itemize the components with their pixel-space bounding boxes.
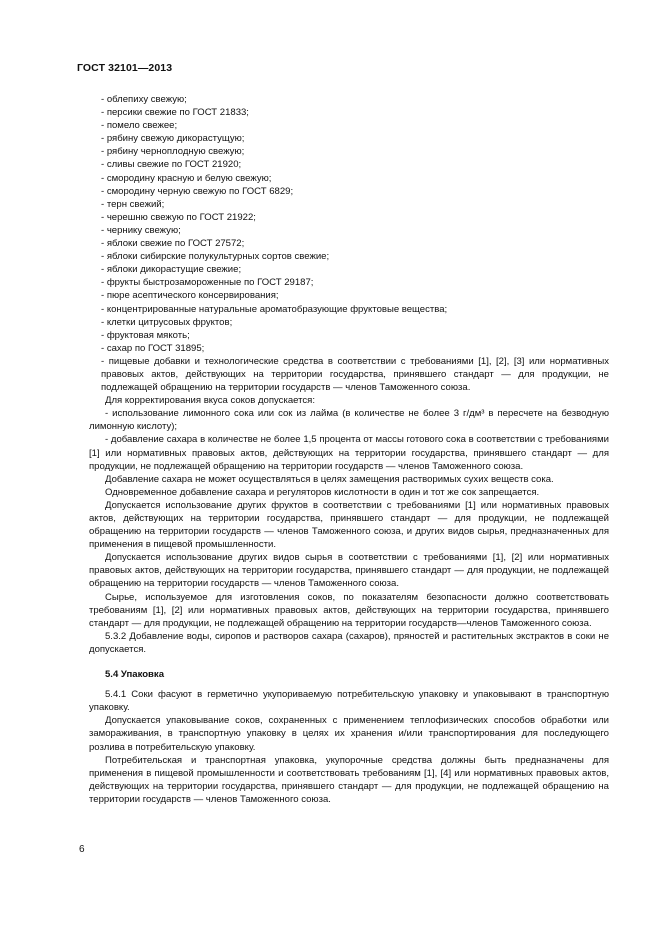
list-item: - помело свежее;	[101, 120, 178, 132]
list-item: - концентрированные натуральные ароматобразующие фруктовые вещества;	[101, 303, 448, 315]
paragraph: Добавление сахара не может осуществляться в целях замещения растворимых сухих веществ сока.	[105, 473, 554, 485]
list-item: - смородину красную и белую свежую;	[101, 172, 272, 184]
paragraph: Одновременное добавление сахара и регуляторов кислотности в один и тот же сок запрещается.	[105, 486, 540, 498]
list-item: - смородину черную свежую по ГОСТ 6829;	[101, 185, 294, 197]
paragraph: Потребительская и транспортная упаковка, укупорочные средства должны быть предназначены для применения в пищевой промышленности и соответствовать требованиям [1], [4] или нормативных правовых актов, действующих на территории государства, принявшего стандарт — для продукции, не подлежащей обращению на территории государств — членов Таможенного союза.	[89, 754, 609, 805]
raw-materials-list	[101, 93, 609, 355]
list-item: - черешню свежую по ГОСТ 21922;	[101, 211, 256, 223]
list-item: - сахар по ГОСТ 31895;	[101, 342, 205, 354]
list-item: - чернику свежую;	[101, 224, 181, 236]
list-item: - фрукты быстрозамороженные по ГОСТ 29187;	[101, 277, 314, 289]
page-number: 6	[79, 844, 85, 855]
list-item: - персики свежие по ГОСТ 21833;	[101, 107, 249, 119]
list-item: - клетки цитрусовых фруктов;	[101, 316, 233, 328]
list-item: - пюре асептического консервирования;	[101, 290, 279, 302]
list-item: - яблоки свежие по ГОСТ 27572;	[101, 238, 245, 250]
paragraph: 5.4.1 Соки фасуют в герметично укупориваемую потребительскую упаковку и упаковывают в транспортную упаковку.	[89, 689, 609, 714]
paragraph: Допускается упаковывание соков, сохраненных с применением теплофизических способов обработки или замораживания, в транспортную упаковку в целях их хранения и/или транспортирования для последующего розлива в потребительскую упаковку.	[89, 715, 609, 753]
paragraph: - использование лимонного сока или сок из лайма (в количестве не более 3 г/дм³ в пересчете на безводную лимонную кислоту);	[89, 408, 609, 433]
paragraph: 5.3.2 Добавление воды, сиропов и растворов сахара (сахаров), пряностей и растительных экстрактов в соки не допускается.	[89, 630, 609, 655]
list-item: - яблоки сибирские полукультурных сортов свежие;	[101, 251, 330, 263]
list-item: - рябину черноплодную свежую;	[101, 146, 245, 158]
paragraph: Сырье, используемое для изготовления соков, по показателям безопасности должно соответствовать требованиям [1], [2] или нормативных правовых актов, действующих на территории государства, принявшего стандарт — для продукции, не подлежащей обращению на территории государств—членов Таможенного союза.	[89, 591, 609, 629]
list-item: - терн свежий;	[101, 198, 165, 210]
paragraph-additives: - пищевые добавки и технологические средства в соответствии с требованиями [1], [2], [3] или нормативных правовых актов, действующих на территории государства, принявшего стандарт — для продукции, не подлежащей обращению на территории государств — членов Таможенного союза.	[101, 355, 609, 394]
list-item: - облепиху свежую;	[101, 94, 187, 105]
paragraph: Для корректирования вкуса соков допускается:	[105, 395, 315, 407]
paragraph: - добавление сахара в количестве не более 1,5 процента от массы готового сока в соответствии с требованиями [1] или нормативных правовых актов, действующих на территории государства, принявшего стандарт — для продукции, не подлежащей обращению на территории государств — членов Таможенного союза.	[89, 434, 609, 472]
paragraph: Допускается использование других видов сырья в соответствии с требованиями [1], [2] или нормативных правовых актов, действующих на территории государства, принявшего стандарт — для продукции, не подлежащей обращению на территории государств — членов Таможенного союза.	[89, 552, 609, 590]
standard-header: ГОСТ 32101—2013	[77, 62, 173, 74]
list-item: - фруктовая мякоть;	[101, 329, 190, 341]
list-item: - сливы свежие по ГОСТ 21920;	[101, 159, 242, 171]
paragraph: Допускается использование других фруктов в соответствии с требованиями [1] или нормативных правовых актов, действующих на территории государства, принявшего стандарт — для продукции, не подлежащей обращению на территории государств — членов Таможенного союза, и других видов сырья, предназначенных для применения в пищевой промышленности.	[89, 499, 609, 551]
section-heading: 5.4 Упаковка	[105, 669, 165, 681]
document-body	[89, 93, 609, 806]
list-item: - яблоки дикорастущие свежие;	[101, 264, 242, 276]
list-item: - рябину свежую дикорастущую;	[101, 133, 245, 145]
